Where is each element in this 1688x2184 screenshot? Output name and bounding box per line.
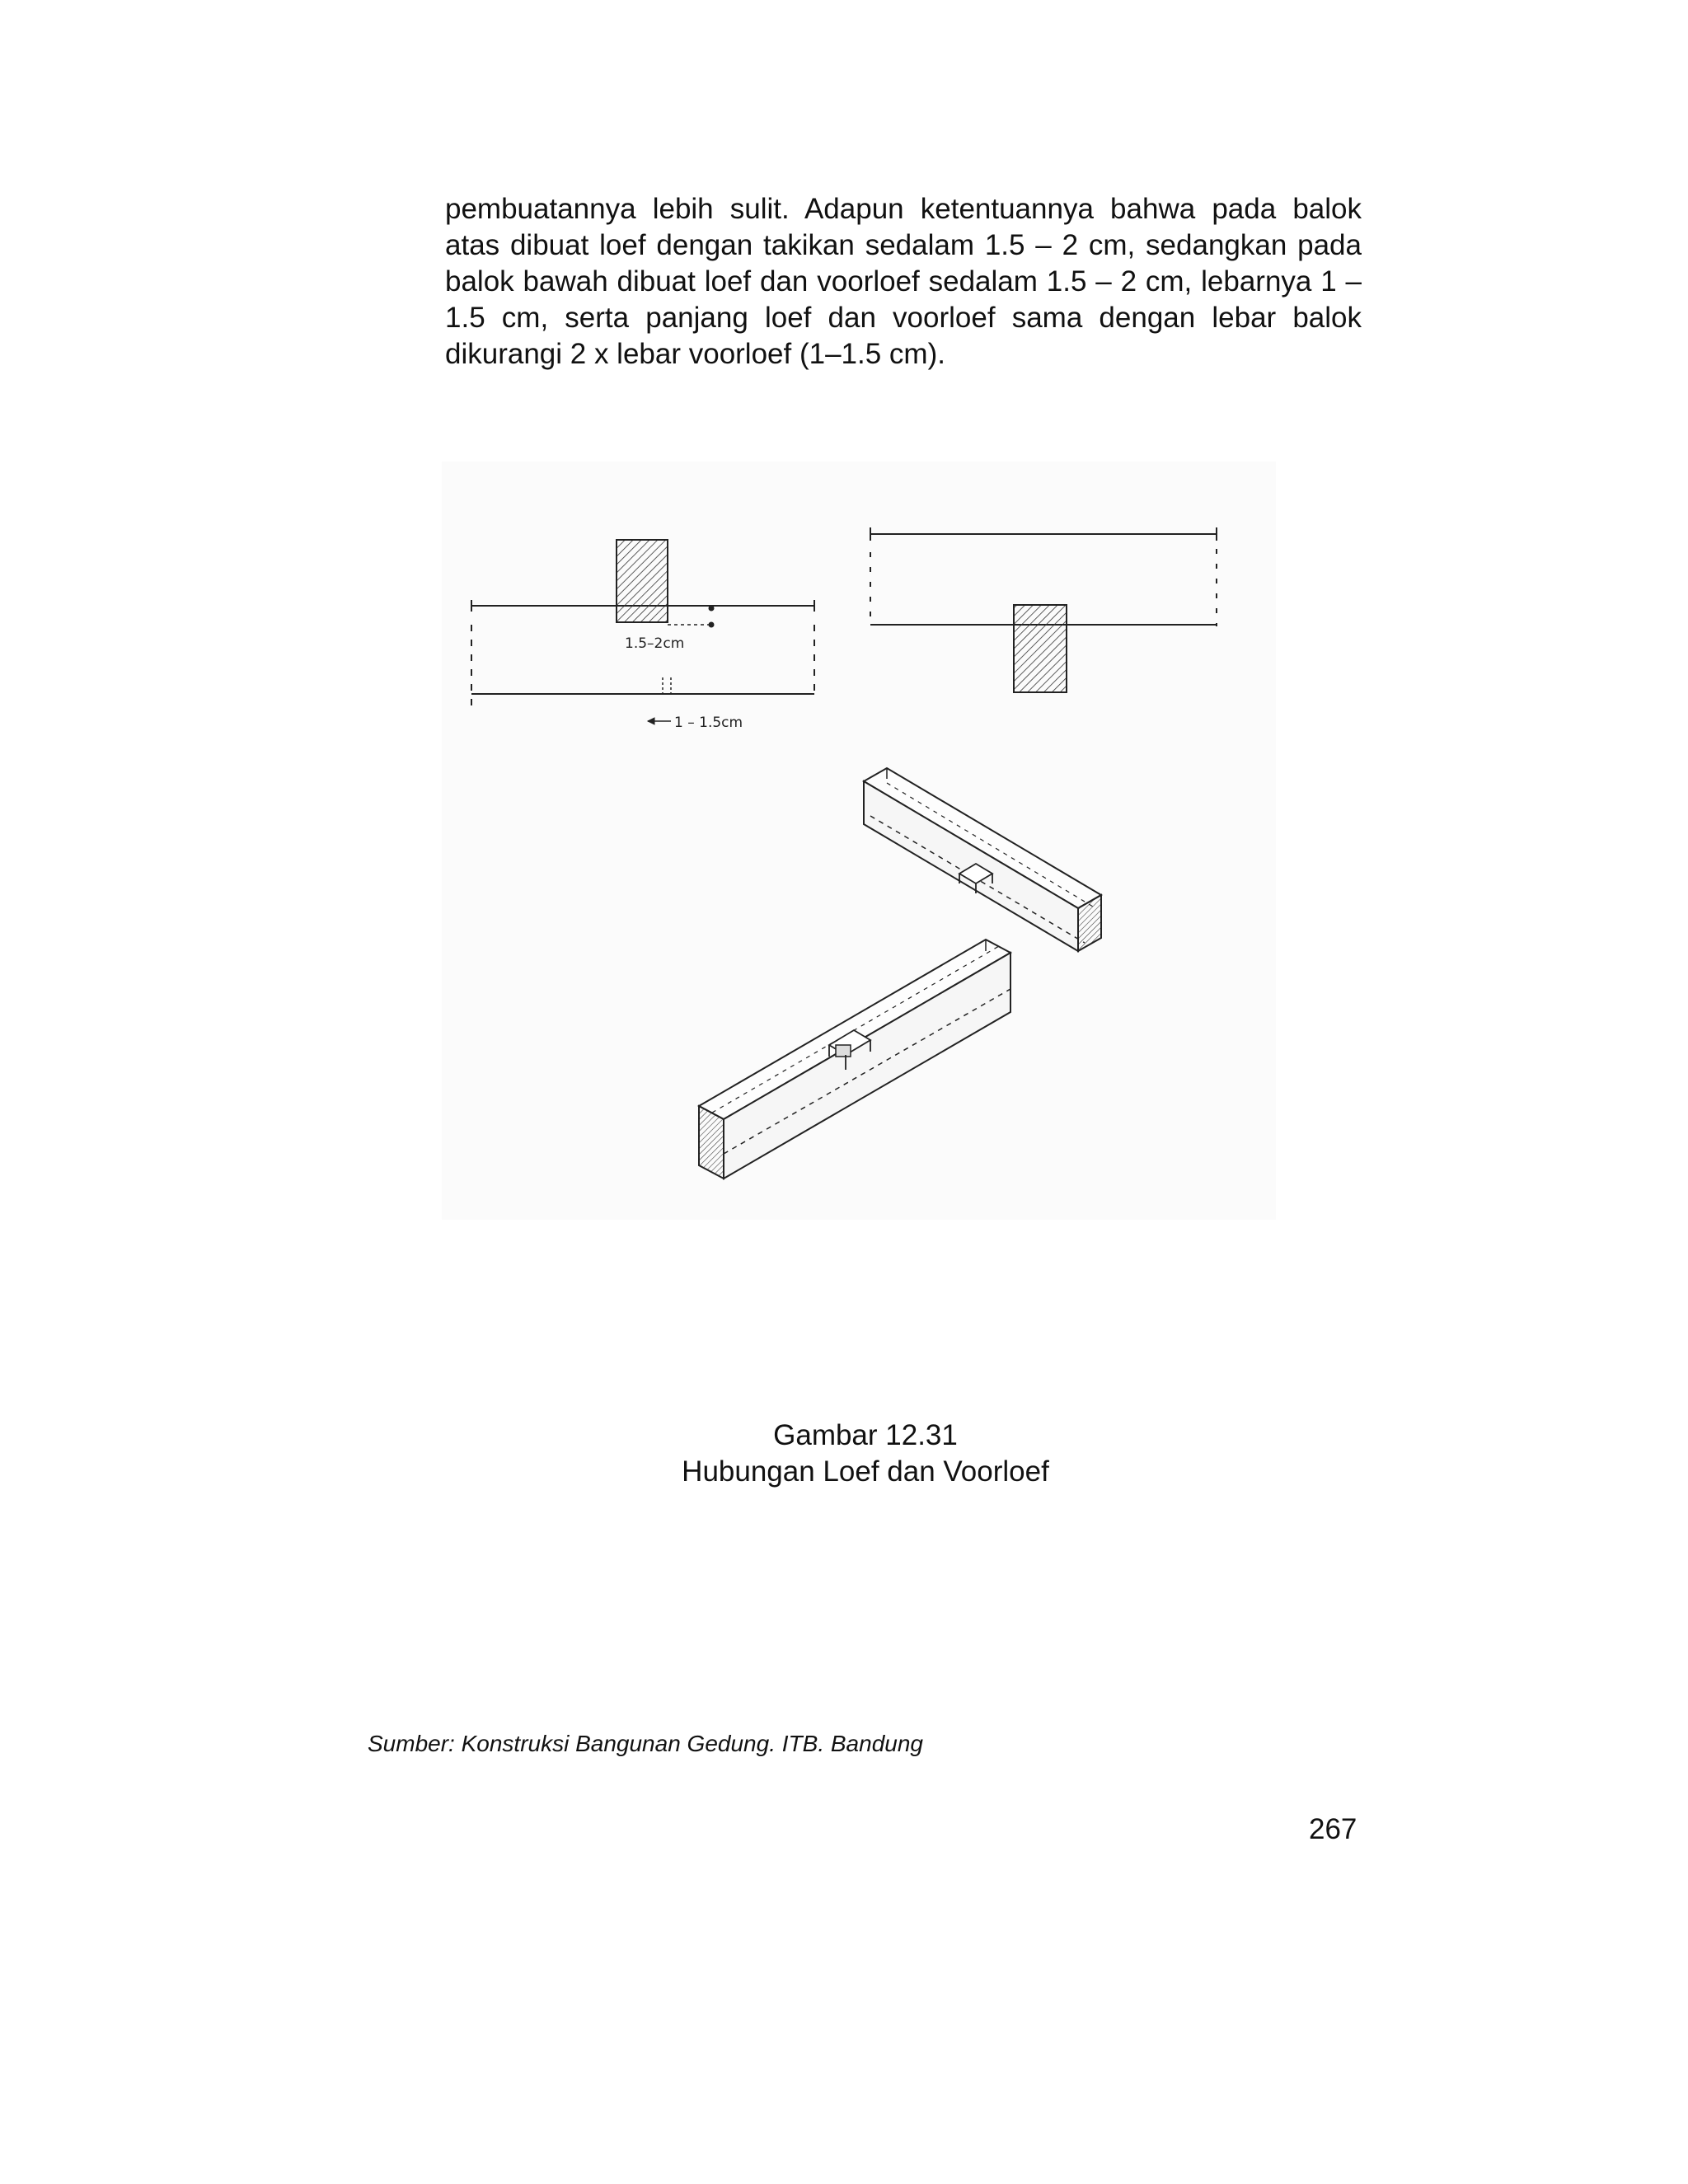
page-number: 267	[1309, 1813, 1357, 1845]
source-note: Sumber: Konstruksi Bangunan Gedung. ITB. Bandung	[368, 1731, 923, 1756]
joint-drawing	[442, 462, 1276, 1220]
width-dimension-label: 1 – 1.5cm	[674, 715, 743, 731]
figure-loef-voorloef	[442, 462, 1276, 1220]
figure-title: Hubungan Loef dan Voorloef	[682, 1455, 1049, 1488]
body-paragraph: pembuatannya lebih sulit. Adapun ketentuannya bahwa pada balok atas dibuat loef dengan takikan sedalam 1.5 – 2 cm, sedangkan pada balok bawah dibuat loef dan voorloef sedalam 1.5 – 2 cm, lebarnya 1 – 1.5 cm, serta panjang loef dan voorloef sama dengan lebar balok dikurangi 2 x lebar voorloef (1–1.5 cm).	[445, 193, 1362, 370]
depth-dimension-label: 1.5–2cm	[625, 635, 685, 652]
figure-number: Gambar 12.31	[773, 1419, 958, 1451]
